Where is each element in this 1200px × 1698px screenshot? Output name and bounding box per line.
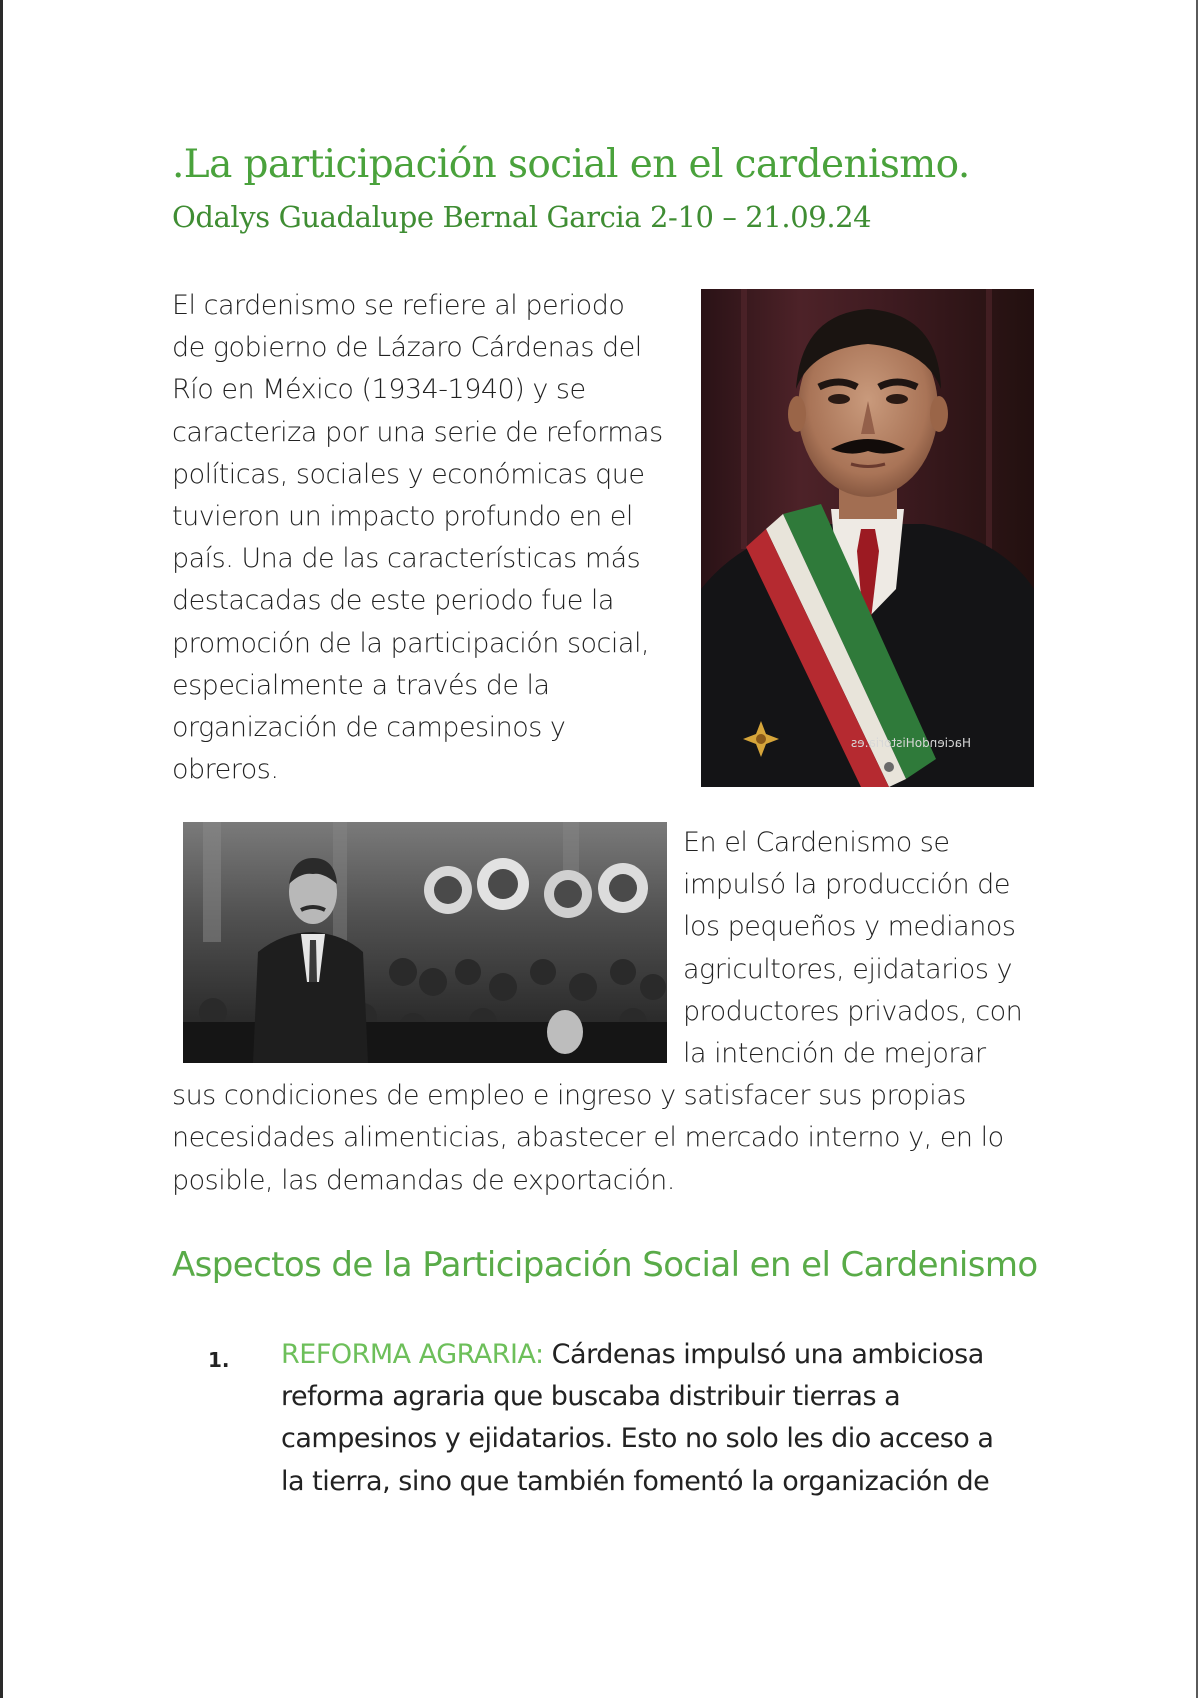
portrait-image [701, 289, 1034, 787]
list-item-body [281, 1334, 1081, 1503]
paragraph-line: Río en México (1934-1940) y se [172, 374, 586, 406]
list-item-text: la tierra, sino que también fomentó la organización de [281, 1465, 990, 1497]
list-item-term: REFORMA AGRARIA: [281, 1339, 544, 1370]
paragraph-line: país. Una de las características más [172, 543, 641, 575]
paragraph-line: agricultores, ejidatarios y [683, 953, 1012, 985]
paragraph-line: la intención de mejorar [683, 1038, 986, 1070]
paragraph-line: políticas, sociales y económicas que [172, 458, 645, 490]
paragraph-line: productores privados, con [683, 995, 1023, 1027]
list-number: 1. [208, 1348, 230, 1372]
list-item-text: reforma agraria que buscaba distribuir tierras a [281, 1381, 901, 1413]
list-item-text: Cárdenas impulsó una ambiciosa [543, 1339, 984, 1370]
paragraph-line: obreros. [172, 754, 279, 786]
portrait-drawing [701, 289, 1034, 787]
paragraph-line: necesidades alimenticias, abastecer el mercado interno y, en lo [172, 1122, 1004, 1154]
paragraph-line: organización de campesinos y [172, 712, 566, 744]
paragraph-line: impulsó la producción de [683, 869, 1010, 901]
paragraph-line: los pequeños y medianos [683, 911, 1016, 943]
portrait-watermark: HaciendoHistoria.es [851, 736, 971, 750]
paragraph-line: posible, las demandas de exportación. [172, 1164, 675, 1196]
page-left-edge [0, 0, 3, 1698]
paragraph-line: especialmente a través de la [172, 669, 550, 701]
paragraph-line: sus condiciones de empleo e ingreso y satisfacer sus propias [172, 1080, 966, 1112]
paragraph-line: de gobierno de Lázaro Cárdenas del [172, 332, 642, 364]
document-title: .La participación social en el cardenismo. [172, 142, 970, 187]
paragraph-line: El cardenismo se refiere al periodo [172, 290, 625, 321]
section-heading: Aspectos de la Participación Social en el Cardenismo [172, 1245, 1038, 1285]
page-right-edge [1196, 0, 1198, 1698]
intro-paragraph [172, 285, 672, 791]
paragraph-line: En el Cardenismo se [683, 827, 950, 858]
paragraph-line: caracteriza por una serie de reformas [172, 416, 663, 448]
list-item-text: campesinos y ejidatarios. Esto no solo les dio acceso a [281, 1423, 994, 1455]
production-paragraph [172, 822, 1042, 1202]
document-subtitle: Odalys Guadalupe Bernal Garcia 2-10 – 21.09.24 [172, 200, 872, 234]
paragraph-line: promoción de la participación social, [172, 627, 650, 659]
paragraph-line: destacadas de este periodo fue la [172, 585, 614, 617]
paragraph-line: tuvieron un impacto profundo en el [172, 501, 633, 533]
list-item-first-line [281, 1334, 1081, 1376]
